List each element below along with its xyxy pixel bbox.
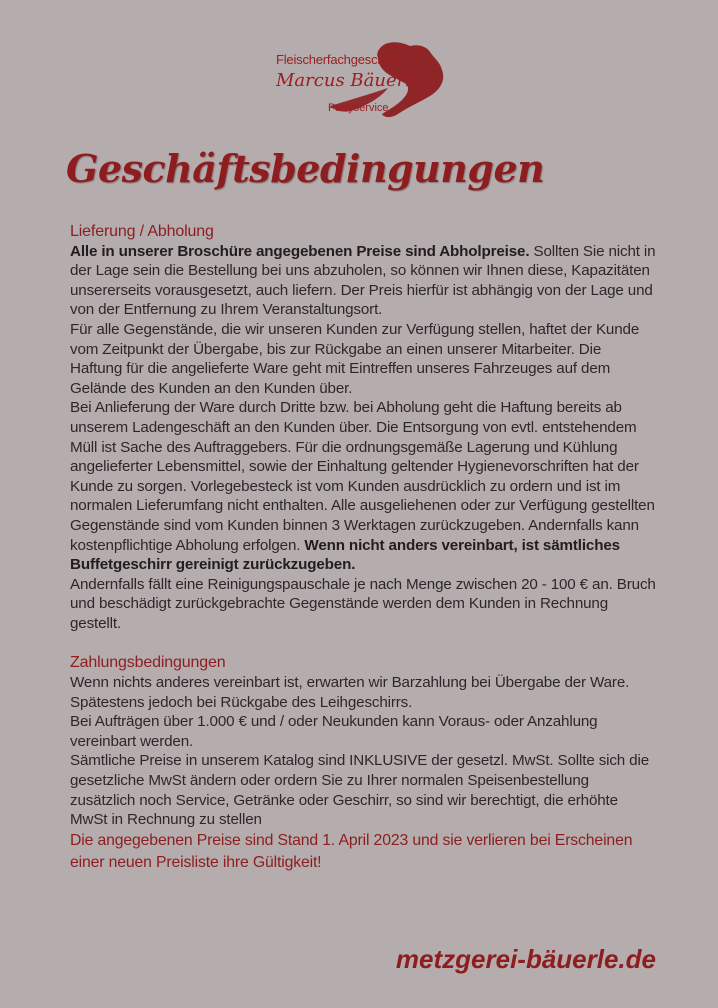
delivery-paragraph-2: Für alle Gegenstände, die wir unseren Kunden zur Verfügung stellen, haftet der Kunde vom Zeitpunkt der Übergabe, bis zur Rückgabe an einen unserer Mitarbeiter. Die Haftung für die angelieferte Ware geht mit Eintreffen unseres Fahrzeuges auf dem Gelände des Kunden an den Kunden über. <box>70 320 640 397</box>
delivery-paragraph-4: Andernfalls fällt eine Reinigungspauschale je nach Menge zwischen 20 - 100 € an. Bruch und beschädigt zurückgebrachte Gegenstände werden dem Kunden in Rechnung gestellt. <box>70 575 656 632</box>
company-logo <box>270 40 450 120</box>
payment-paragraph-2: Bei Aufträgen über 1.000 € und / oder Neukunden kann Voraus- oder Anzahlung vereinbart werden. <box>70 713 598 750</box>
terms-content <box>70 222 656 874</box>
payment-paragraph-3: Sämtliche Preise in unserem Katalog sind INKLUSIVE der gesetzl. MwSt. Sollte sich die gesetzliche MwSt ändern oder ordern Sie zu Ihrer normalen Speisenbestellung zusätzlich noch Service, Getränke oder Geschirr, so sind wir berechtigt, die erhöhte MwSt in Rechnung zu stellen <box>70 752 649 829</box>
payment-paragraph-1: Wenn nichts anderes vereinbart ist, erwarten wir Barzahlung bei Übergabe der Ware. Spätestens jedoch bei Rückgabe des Leihgeschirrs. <box>70 674 630 711</box>
logo-owner-name: Marcus Bäuerle <box>276 70 422 91</box>
logo-tagline-top: Fleischerfachgeschäft <box>276 52 399 67</box>
delivery-paragraph-1-text: Sollten Sie nicht in der Lage sein die Bestellung bei uns abzuholen, so können wir Ihnen diese, Kapazitäten unsererseits vorausgesetzt, auch liefern. Der Preis hierfür ist abhängig von der Lage und von der Entfernung zu Ihrem Veranstaltungsort. <box>70 242 656 319</box>
pickup-price-statement: Alle in unserer Broschüre angegebenen Preise sind Abholpreise. <box>70 242 530 260</box>
payment-heading: Zahlungsbedingungen <box>70 654 226 672</box>
logo-tagline-bottom: Partyservice <box>328 102 389 114</box>
buffet-return-statement: Wenn nicht anders vereinbart, ist sämtliches Buffetgeschirr gereinigt zurückzugeben. <box>70 536 620 574</box>
website-url: metzgerei-bäuerle.de <box>395 944 656 974</box>
delivery-paragraph-3-text: Bei Anlieferung der Ware durch Dritte bzw. bei Abholung geht die Haftung bereits ab unserem Ladengeschäft an den Kunden über. Die Entsorgung von evtl. entstehendem Müll ist Sache des Auftraggebers. Für die ordnungsgemäße Lagerung und Kühlung angelieferter Lebensmittel, sowie der Einhaltung geltender Hygienevorschriften hat der Kunde zu sorgen. Vorlegebesteck ist vom Kunden ausdrücklich zu ordern und ist im normalen Lieferumfang nicht enthalten. Alle ausgeliehenen oder zur Verfügung gestellten Gegenstände sind vom Kunden binnen 3 Werktagen zurückzugeben. Andernfalls kann kostenpflichtige Abholung erfolgen. <box>70 399 655 554</box>
delivery-paragraph-1 <box>70 242 656 320</box>
price-validity-notice: Die angegebenen Preise sind Stand 1. April 2023 und sie verlieren bei Erscheinen einer neuen Preisliste ihre Gültigkeit! <box>70 831 633 871</box>
page-title: Geschäftsbedingungen <box>66 146 545 191</box>
delivery-heading: Lieferung / Abholung <box>70 223 214 240</box>
delivery-paragraph-3 <box>70 398 656 574</box>
